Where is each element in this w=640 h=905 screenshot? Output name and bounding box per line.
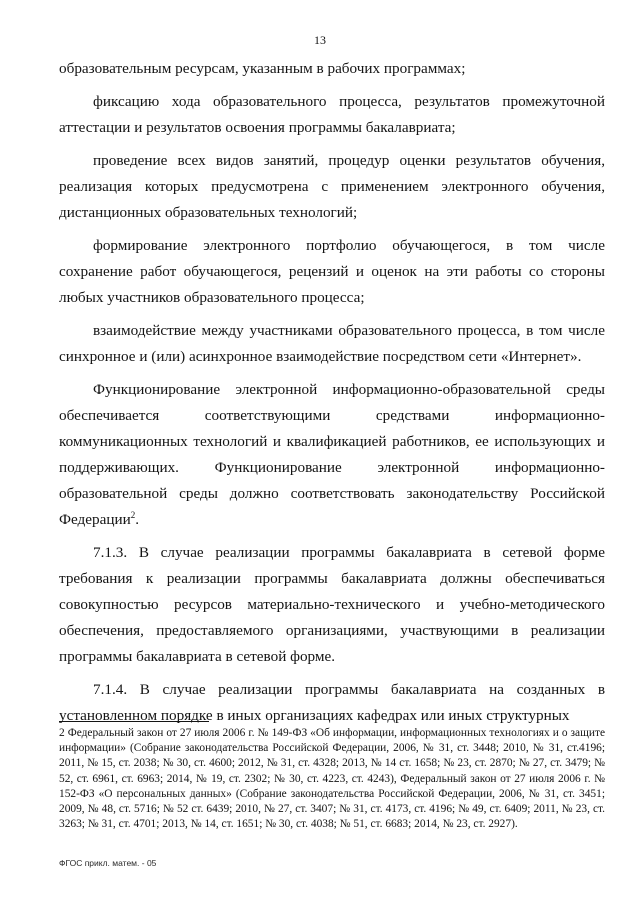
paragraph-7-1-4: 7.1.4. В случае реализации программы бакалавриата на созданных в установленном порядке в иных организациях кафедрах или иных структурных [59, 681, 605, 724]
paragraph-7-1-3: 7.1.3. В случае реализации программы бакалавриата в сетевой форме требования к реализации программы бакалавриата должны обеспечиваться совокупностью ресурсов материально-технического и учебно-методического обеспечения, предоставляемого организациями, участвующими в реализации программы бакалавриата в сетевой форме. [59, 544, 605, 665]
paragraph-process-tracking: фиксацию хода образовательного процесса, результатов промежуточной аттестации и результатов освоения программы бакалавриата; [59, 93, 605, 136]
page-number: 13 [314, 33, 326, 47]
paragraph-functioning [59, 377, 605, 533]
footnote-reference: 2 [130, 509, 136, 520]
functioning-period: . [135, 511, 140, 528]
functioning-text: Функционирование электронной информационно-образовательной среды обеспечивается соответствующими средствами информационно-коммуникационных технологий и квалификацией работников, ее использующих и поддерживающих. Функционирование электронной информационно-образовательной среды должно соответствовать законодательству Российской Федерации [59, 381, 605, 528]
paragraph-portfolio: формирование электронного портфолио обучающегося, в том числе сохранение работ обучающегося, рецензий и оценок на эти работы со стороны любых участников образовательного процесса; [59, 237, 605, 306]
paragraph-conducting-classes: проведение всех видов занятий, процедур оценки результатов обучения, реализация которых предусмотрена с применением электронного обучения, дистанционных образовательных технологий; [59, 152, 605, 221]
footnote [59, 726, 605, 832]
body-text [59, 56, 605, 736]
footnote-text: 2 Федеральный закон от 27 июля 2006 г. № 149-ФЗ «Об информации, информационных технологиях и о защите информации» (Собрание законодательства Российской Федерации, 2006, № 31, ст. 3448; 2010, № 31, ст.4196; 2011, № 15, ст. 2038; № 30, ст. 4600; 2012, № 31, ст. 4328; 2013, № 14 ст. 1658; № 23, ст. 2870; № 27, ст. 3479; № 52, ст. 6961, ст. 6963; 2014, № 19, ст. 2302; № 30, ст. 4223, ст. 4243), Федеральный закон от 27 июля 2006 г. № 152-ФЗ «О персональных данных» (Собрание законодательства Российской Федерации, 2006, № 31, ст. 3451; 2009, № 48, ст. 5716; № 52 ст. 6439; 2010, № 27, ст. 3407; № 31, ст. 4173, ст. 4196; № 49, ст. 6409; 2011, № 23, ст. 3263; № 31, ст. 4701; 2013, № 14, ст. 1651; № 30, ст. 4038; № 51, ст. 6683; 2014, № 23, ст. 2927). [59, 727, 605, 831]
paragraph-interaction: взаимодействие между участниками образовательного процесса, в том числе синхронное и (или) асинхронное взаимодействие посредством сети «Интернет». [59, 322, 605, 365]
paragraph-resources-continuation: образовательным ресурсам, указанным в рабочих программах; [59, 60, 466, 77]
footnote-divider [59, 721, 209, 722]
document-code: ФГОС прикл. матем. - 05 [59, 858, 157, 868]
